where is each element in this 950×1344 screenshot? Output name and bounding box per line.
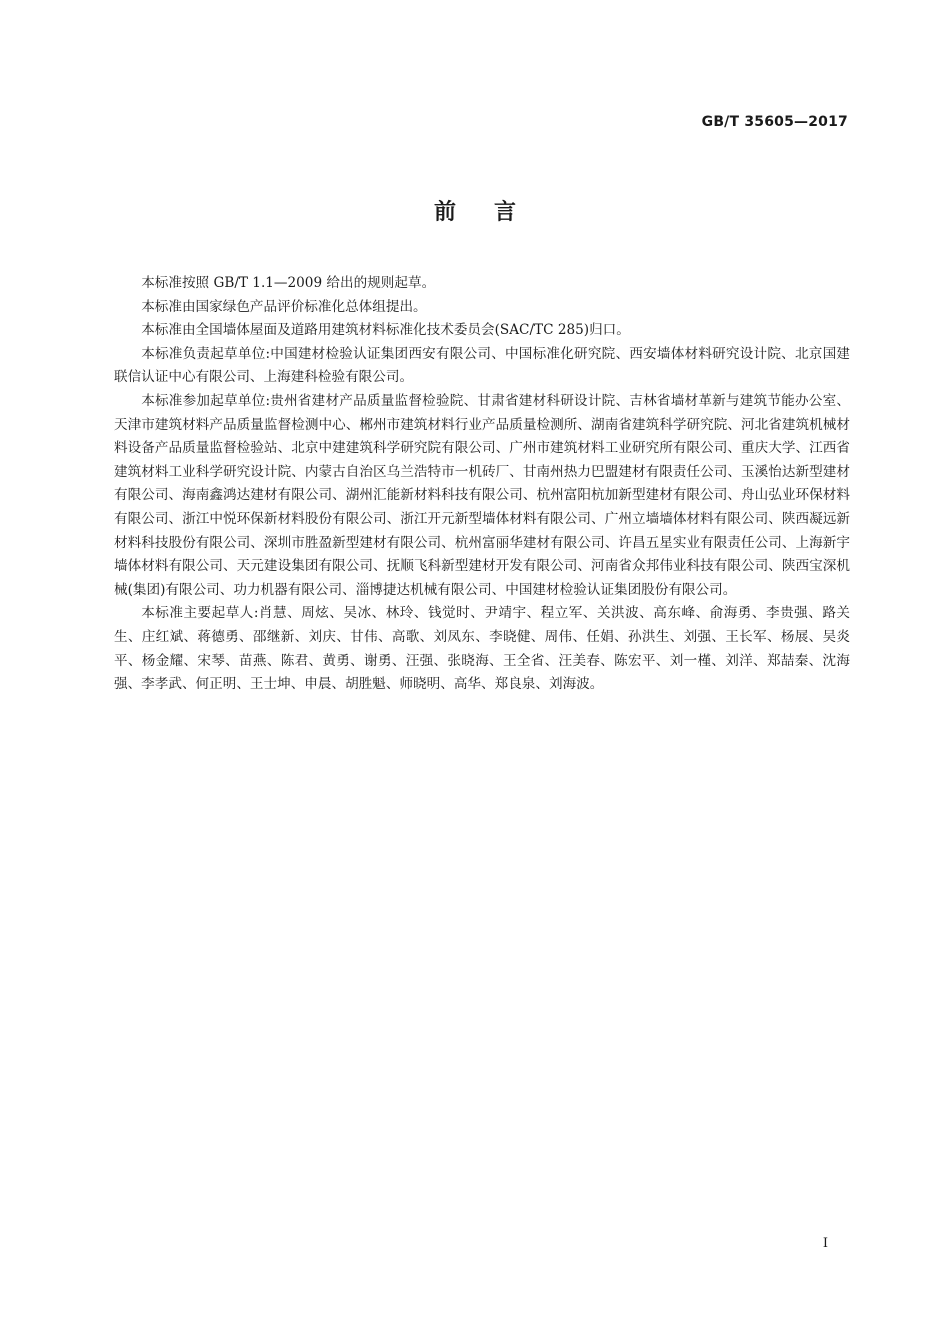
page-title: 前言 (433, 200, 554, 225)
foreword-body (114, 272, 850, 697)
paragraph-main-drafters: 本标准主要起草人:肖慧、周炫、吴冰、林玲、钱觉时、尹靖宇、程立军、关洪波、高东峰、俞海勇、李贵强、路关生、庄红斌、蒋德勇、邵继新、刘庆、甘伟、高歌、刘凤东、李晓健、周伟、任娟、孙洪生、刘强、王长军、杨展、吴炎平、杨金耀、宋琴、苗燕、陈君、黄勇、谢勇、汪强、张晓海、王全省、汪美春、陈宏平、刘一槿、刘洋、郑喆秦、沈海强、李孝武、何正明、王士坤、申晨、胡胜魁、师晓明、高华、郑良泉、刘海波。 (114, 605, 850, 693)
paragraph-drafting-rules: 本标准按照 GB/T 1.1—2009 给出的规则起草。 (141, 275, 436, 291)
paragraph-lead-drafters: 本标准负责起草单位:中国建材检验认证集团西安有限公司、中国标准化研究院、西安墙体材料研究设计院、北京国建联信认证中心有限公司、上海建科检验有限公司。 (114, 345, 850, 386)
paragraph-proposer: 本标准由国家绿色产品评价标准化总体组提出。 (141, 298, 427, 315)
page-number: I (822, 1236, 828, 1251)
standard-code: GB/T 35605—2017 (701, 114, 848, 130)
paragraph-participating-units: 本标准参加起草单位:贵州省建材产品质量监督检验院、甘肃省建材科研设计院、吉林省墙材革新与建筑节能办公室、天津市建筑材料产品质量监督检测中心、郴州市建筑材料行业产品质量检测所、湖南省建筑科学研究院、河北省建筑机械材料设备产品质量监督检验站、北京中建建筑科学研究院有限公司、广州市建筑材料工业研究所有限公司、重庆大学、江西省建筑材料工业科学研究设计院、内蒙古自治区乌兰浩特市一机砖厂、甘南州热力巴盟建材有限责任公司、玉溪怡达新型建材有限公司、海南鑫鸿达建材有限公司、湖州汇能新材料科技有限公司、杭州富阳杭加新型建材有限公司、舟山弘业环保材料有限公司、浙江中悦环保新材料股份有限公司、浙江开元新型墙体材料有限公司、广州立墙墙体材料有限公司、陕西凝远新材料科技股份有限公司、深圳市胜盈新型建材有限公司、杭州富丽华建材有限公司、许昌五星实业有限责任公司、上海新宇墙体材料有限公司、天元建设集团有限公司、抚顺飞科新型建材开发有限公司、河南省众邦伟业科技有限公司、陕西宝深机械(集团)有限公司、功力机器有限公司、淄博捷达机械有限公司、中国建材检验认证集团股份有限公司。 (114, 392, 850, 598)
paragraph-committee: 本标准由全国墙体屋面及道路用建筑材料标准化技术委员会(SAC/TC 285)归口。 (141, 322, 630, 339)
